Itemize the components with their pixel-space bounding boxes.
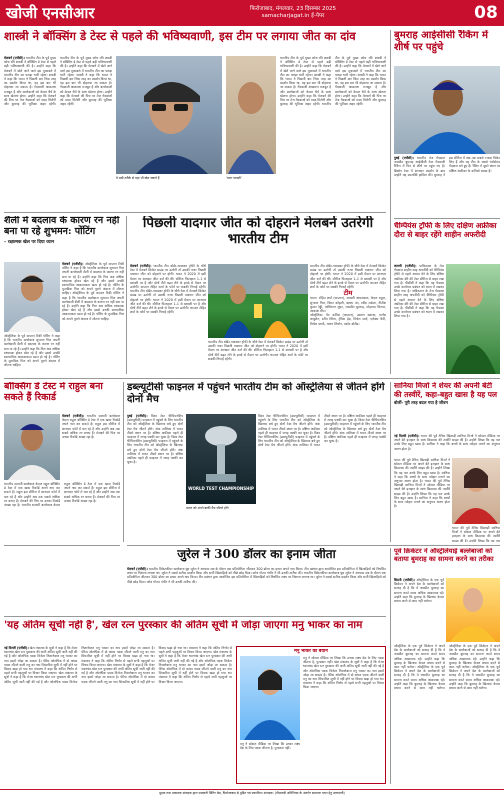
ponting-body-a [62,262,124,374]
bottom-text-d: खेल मंत्रालय के सूत्रों ने कहा है कि मेजर ध्यानचंद खेल रत्न पुरस्कार की अभी अंतिम सूची जारी नहीं की गई है और ओलंपिक पदक विजेता निशानेबाज मनु भाकर का नाम इसमें जोड़ा जा सकता है। पेरिस ओलंपिक में दो कांस्य पदक जीतने वाली मनु का नाम सिफारिश सूची में नहीं होने पर विवाद खड़ा हो गया था। मंत्रालय ने कहा कि अंतिम निर्णय से पहले सभी पहलुओं पर विचार किया जाएगा। [158,650,232,684]
centre-body-b [208,340,308,374]
shastri-photo-art [116,56,222,174]
wtc-text-c: विश्व टेस्ट चैम्पियनशिप (डब्ल्यूटीसी) फाइनल में पहुंचने के लिए भारतीय टीम को ऑस्ट्रेलिया के खिलाफ बचे हुए दोनों टेस्ट मैच जीतने होंगे। अंक तालिका में भारत तीसरे स्थान पर है। दक्षिण अफ्रीका पहले ही फाइनल में जगह पक्की कर चुका है। [258,414,386,448]
pakistan-headline: चैम्पियंस ट्रॉफी के लिए दक्षिण अफ्रीका दौरा से बाहर रहेंगे शाहीन अफरीदी [394,222,497,239]
cricketer-body-b [394,644,500,784]
bottom-text-c: खेल मंत्रालय के सूत्रों ने कहा है कि मेजर ध्यानचंद खेल रत्न पुरस्कार की अभी अंतिम सूची जारी नहीं की गई है और ओलंपिक पदक विजेता निशानेबाज मनु भाकर का नाम इसमें जोड़ा जा सकता है। पेरिस ओलंपिक में दो कांस्य पदक जीतने वाली मनु का नाम सिफारिश सूची में नहीं होने पर विवाद खड़ा हो गया था। मंत्रालय ने कहा कि अंतिम निर्णय से पहले सभी पहलुओं पर विचार किया जाएगा। [81,646,232,684]
rahul-text-b: भारतीय सलामी बल्लेबाज केएल राहुल बॉक्सिंग डे टेस्ट में एक खास रिकॉर्ड अपने नाम कर सकते हैं। राहुल इस सीरीज में शानदार फॉर्म में चल रहे हैं और उन्होंने अब तक सबसे अधिक रन बनाए हैं। मेलबर्न की पिच पर उनका रिकॉर्ड अच्छा रहा है। [4,482,60,508]
pakistan-text: पाकिस्तान के तेज गेंदबाज शाहीन शाह अफरीदी को चैम्पियंस ट्रॉफी से पहले आराम देने के लिए दक्षिण अफ्रीका दौरे की टेस्ट सीरीज से बाहर रखा गया है। पीसीबी ने कहा कि यह फैसला उनके कार्यभार प्रबंधन को ध्यान में रखकर लिया गया है। [394,264,444,294]
wtc-photo-caption: भारत को अपने बाकी मैच जीतने होंगे [186,506,229,510]
wtc-headline: डब्ल्यूटीसी फाइनल में पहुंचने भारतीय टीम को ऑस्ट्रेलिया से जीतने होंगे दोनों मैच [127,382,385,405]
shastri-photo-2 [226,56,276,174]
column-rule-3 [123,382,124,542]
manu-box-text-a: मनु ने सोशल मीडिया पर लिखा कि उनका लक्ष्य देश के लिए पदक जीतना है, पुरस्कार नहीं। [303,656,384,665]
manu-box-text-c: मनु ने सोशल मीडिया पर लिखा कि उनका लक्ष्य देश के लिए पदक जीतना है, पुरस्कार नहीं। [240,742,300,751]
pakistan-body [394,264,444,374]
ponting-headline-box [4,216,124,260]
rahul-photo-art [4,414,60,480]
wtc-body-a [127,414,183,542]
lead-body-right [280,56,386,210]
rahul-text: भारतीय सलामी बल्लेबाज केएल राहुल बॉक्सिंग डे टेस्ट में एक खास रिकॉर्ड अपने नाम कर सकते हैं। राहुल इस सीरीज में शानदार फॉर्म में चल रहे हैं और उन्होंने अब तक सबसे अधिक रन बनाए हैं। मेलबर्न की पिच पर उनका रिकॉर्ड अच्छा रहा है। [62,414,120,440]
footer-imprint: मुद्रक तथा प्रकाशक संपादक द्वारा पद्मावती प्रिंटिंग प्रेस, फिरोजाबाद से मुद्रित एवं प्रकाशित। संपादक: (पीआरबी अधिनियम के अंतर्गत समाचार चयन हेतु उत्तरदायी) [0,789,504,800]
masthead-dateline [118,6,468,20]
right-rule [394,218,500,219]
rahul-photo [4,414,60,480]
section-rule-3 [127,545,500,546]
jurel-headline: जुरेल ने 300 डॉलर का इनाम जीता [177,548,336,561]
bumrah-photo [394,66,500,154]
team-heading: टीम [343,289,353,298]
section-rule-2 [4,378,500,379]
team-india: भारत: रोहित शर्मा (कप्तान), यशस्वी जायसवाल, केएल राहुल, शुभमन गिल, विराट कोहली, ऋषभ पंत, रवींद्र जडेजा, नीतीश कुमार रेड्डी, वाशिंगटन सुंदर, जसप्रीत बुमराह, मोहम्मद सिराज, आकाश दीप। [310,296,386,314]
captains-photo [208,264,308,338]
shaheen-photo-art [446,264,500,374]
rahul-headline: बॉक्सिंग डे टेस्ट में राहुल बना सकते हैं रिकार्ड [4,382,103,403]
ponting-body-b [4,334,60,374]
bottom-body [4,646,232,784]
section-rule [4,212,386,213]
jurel-text: भारतीय विकेटकीपर बल्लेबाज ध्रुव जुरेल ने अभ्यास सत्र के दौरान एक प्रतियोगिता जीतकर 300 डॉलर का इनाम अपने नाम किया। टीम प्रबंधन द्वारा आयोजित इस प्रतियोगिता में खिलाड़ियों को निर्धारित लक्ष्य पर निशाना लगाना था। जुरेल ने सबसे सटीक प्रदर्शन किया और सभी खिलाड़ियों को पीछे छोड़ दिया। कोच गौतम गंभीर ने भी उनकी तारीफ की। [127,567,386,576]
bottom-headline-box [4,620,386,644]
rahul-byline: मेलबर्न (एजेंसी)। [62,414,85,418]
bumrah-photo-art [394,66,500,154]
shaheen-photo [446,264,500,374]
bumrah-headline-box [394,30,500,64]
rahul-text-c: भारतीय सलामी बल्लेबाज केएल राहुल बॉक्सिंग डे टेस्ट में एक खास रिकॉर्ड अपने नाम कर सकते हैं। राहुल इस सीरीज में शानदार फॉर्म में चल रहे हैं और उन्होंने अब तक सबसे अधिक रन बनाए हैं। मेलबर्न की पिच पर उनका रिकॉर्ड अच्छा रहा है। [21,482,120,508]
lead-headline: शास्त्री ने बॉक्सिंग डे टेस्ट से पहले की भविष्यवाणी, इस टीम पर लगाया जीत का दांव [4,30,356,43]
team-australia: ऑस्ट्रेलिया: पैट कमिंस (कप्तान), उस्मान ख्वाजा, मार्नस लाबुशेन, स्टीव स्मिथ, ट्रेविस हेड, मिचेल मार्श, एलेक्स कैरी, मिचेल स्टार्क, नाथन लियोन, स्कॉट बोलैंड। [310,313,386,326]
lead-byline: मेलबर्न (एजेंसी)। [4,56,25,60]
cricketer-text-b: ऑस्ट्रेलिया के एक पूर्व क्रिकेटर ने अपने देश के बल्लेबाजों को सलाह दी है कि वे जसप्रीत बुमराह का सामना करते समय अधिक आक्रामक रहें। उन्होंने कहा कि बुमराह के खिलाफ केवल बचाव करने से काम नहीं चलेगा। [394,644,445,670]
gill-photo [4,262,60,332]
shastri-photo-2-art [226,56,276,174]
lead-photo-caption-left: वे उसी तरीके से यहां भी खेल सकते हैं [116,176,160,180]
cricketer-text-d: ऑस्ट्रेलिया के एक पूर्व क्रिकेटर ने अपने देश के बल्लेबाजों को सलाह दी है कि वे जसप्रीत बुमराह का सामना करते समय अधिक आक्रामक रहें। उन्होंने कहा कि बुमराह के खिलाफ केवल बचाव करने से काम नहीं चलेगा। [449,644,500,670]
lead-headline-box [4,30,386,52]
column-rule-5 [390,548,391,784]
sania-body-a [394,434,500,456]
masthead [0,0,504,26]
jurel-text-cont: भारतीय विकेटकीपर बल्लेबाज ध्रुव जुरेल ने अभ्यास सत्र के दौरान एक प्रतियोगिता जीतकर 300 डॉलर का इनाम अपने नाम किया। टीम प्रबंधन द्वारा आयोजित इस प्रतियोगिता में खिलाड़ियों को निर्धारित लक्ष्य पर निशाना लगाना था। जुरेल ने सबसे सटीक प्रदर्शन किया और सभी खिलाड़ियों को पीछे छोड़ दिया। कोच गौतम गंभीर ने भी उनकी तारीफ की। [127,571,386,584]
centre-text-b: भारतीय टीम बॉर्डर-गावस्कर ट्रॉफी के चौथे टेस्ट में मेलबर्न क्रिकेट ग्राउंड पर उतरेगी तो उसकी नजर पिछली यादगार जीत को दोहराने पर होगी। भारत ने 2020 में इसी मैदान पर शानदार जीत दर्ज की थी। सीरीज फिलहाल 1-1 से बराबरी पर है और दोनों टीमें बढ़त लेने के इरादे से मैदान पर उतरेंगी। कप्तान रोहित शर्मा के फॉर्म पर सबकी निगाहें रहेंगी। [208,340,308,361]
ponting-text: ऑस्ट्रेलिया के पूर्व कप्तान रिकी पोंटिंग ने कहा है कि भारतीय बल्लेबाज शुभमन गिल अपनी बल्लेबाजी शैली में बदलाव के कारण रन नहीं बना पा रहे हैं। उन्होंने कहा कि गिल अब अधिक रक्षात्मक होकर खेल रहे हैं और इससे उनकी स्वाभाविक आक्रामकता खत्म हो गई है। पोंटिंग के मुताबिक गिल को अपने पुराने अंदाज में लौटना चाहिए। [62,262,124,296]
wtc-text-cont: विश्व टेस्ट चैम्पियनशिप (डब्ल्यूटीसी) फाइनल में पहुंचने के लिए भारतीय टीम को ऑस्ट्रेलिया के खिलाफ बचे हुए दोनों टेस्ट मैच जीतने होंगे। अंक तालिका में भारत तीसरे स्थान पर है। दक्षिण अफ्रीका पहले ही फाइनल में जगह पक्की कर चुका है। [127,435,183,465]
centre-text-c: भारतीय टीम बॉर्डर-गावस्कर ट्रॉफी के चौथे टेस्ट में मेलबर्न क्रिकेट ग्राउंड पर उतरेगी तो उसकी नजर पिछली यादगार जीत को दोहराने पर होगी। भारत ने 2020 में इसी मैदान पर शानदार जीत दर्ज की थी। सीरीज फिलहाल 1-1 से बराबरी पर है और दोनों टीमें बढ़त लेने के इरादे से मैदान पर उतरेंगी। कप्तान रोहित शर्मा के फॉर्म पर सबकी निगाहें रहेंगी। [310,264,386,290]
sania-headline-box [394,382,500,432]
cricketer-photo [446,578,500,642]
rahul-headline-box [4,382,120,412]
manu-box-text [303,656,384,782]
lead-text: भारतीय टीम के पूर्व मुख्य कोच रवि शास्त्री ने बॉक्सिंग डे टेस्ट से पहले बड़ी भविष्यवाणी की है। उन्होंने कहा कि मेलबर्न में खेले जाने वाले इस मुकाबले में भारतीय टीम का पलड़ा भारी रहेगा। शास्त्री ने कहा कि भारत ने पिछली बार जिस तरह का प्रदर्शन किया था, वह इस बार भी दोहराया जा सकता है। गेंदबाजी आक्रमण मजबूत है और बल्लेबाजों को केवल धैर्य के साथ खेलना होगा। उन्होंने कहा कि मेलबर्न की पिच पर तेज गेंदबाजों को मदद मिलेगी और बुमराह की भूमिका अहम रहेगी। [4,56,56,107]
jurel-byline: मेलबर्न (एजेंसी)। [127,567,148,571]
pakistan-byline: कराची (एजेंसी)। [394,264,417,268]
centre-body-a [130,264,206,374]
centre-byline: मेलबर्न (एजेंसी)। [130,264,152,268]
captains-photo-art [208,264,308,338]
bumrah-body [394,156,500,216]
column-rule [390,30,391,374]
gill-photo-art [4,262,60,332]
pakistan-text-cont: पाकिस्तान के तेज गेंदबाज शाहीन शाह अफरीदी को चैम्पियंस ट्रॉफी से पहले आराम देने के लिए दक्षिण अफ्रीका दौरे की टेस्ट सीरीज से बाहर रखा गया है। पीसीबी ने कहा कि यह फैसला उनके कार्यभार प्रबंधन को ध्यान में रखकर लिया गया है। [394,289,444,319]
lead-text-right: भारतीय टीम के पूर्व मुख्य कोच रवि शास्त्री ने बॉक्सिंग डे टेस्ट से पहले बड़ी भविष्यवाणी की है। उन्होंने कहा कि मेलबर्न में खेले जाने वाले इस मुकाबले में भारतीय टीम का पलड़ा भारी रहेगा। शास्त्री ने कहा कि भारत ने पिछली बार जिस तरह का प्रदर्शन किया था, वह इस बार भी दोहराया जा सकता है। गेंदबाजी आक्रमण मजबूत है और बल्लेबाजों को केवल धैर्य के साथ खेलना होगा। उन्होंने कहा कि मेलबर्न की पिच पर तेज गेंदबाजों को मदद मिलेगी और बुमराह की भूमिका अहम रहेगी। [280,56,331,107]
sania-headline: सानिया मिर्जा ने शेयर कीं अपनी बेटी की तस्वीरें, कहा-बहुत खास है यह पल [394,382,497,399]
sania-body-c [452,526,500,542]
sania-photo [452,458,500,524]
jurel-body [127,567,386,613]
page-number: 08 [474,3,498,23]
wtc-headline-box [127,382,386,412]
bottom-text: खेल मंत्रालय के सूत्रों ने कहा है कि मेजर ध्यानचंद खेल रत्न पुरस्कार की अभी अंतिम सूची जारी नहीं की गई है और ओलंपिक पदक विजेता निशानेबाज मनु भाकर का नाम इसमें जोड़ा जा सकता है। पेरिस ओलंपिक में दो कांस्य पदक जीतने वाली मनु का नाम सिफारिश सूची में नहीं होने पर विवाद खड़ा हो गया था। मंत्रालय ने कहा कि अंतिम निर्णय से पहले सभी पहलुओं पर विचार किया जाएगा। [4,646,78,676]
edition-text: samacharjagat.in ई-पेपर [261,13,325,19]
manu-box [236,646,386,784]
sania-text-d: भारत की पूर्व टेनिस खिलाड़ी सानिया मिर्जा ने सोशल मीडिया पर अपने बेटे इजहान के साथ क्रिसमस की तस्वीरें साझा की हैं। उन्होंने लिखा कि यह पल [452,526,500,542]
sania-body-b [394,458,450,542]
sania-text: भारत की पूर्व टेनिस खिलाड़ी सानिया मिर्जा ने सोशल मीडिया पर अपने बेटे इजहान के साथ क्रिसमस की तस्वीरें साझा की हैं। उन्होंने लिखा कि यह पल उनके लिए बहुत खास है। सानिया ने कहा कि बच्चों के साथ त्योहार मनाने का अनुभव अलग होता है। [394,434,500,451]
sania-text-b: भारत की पूर्व टेनिस खिलाड़ी सानिया मिर्जा ने सोशल मीडिया पर अपने बेटे इजहान के साथ क्रिसमस की तस्वीरें साझा की हैं। उन्होंने लिखा कि यह पल उनके लिए बहुत खास है। सानिया ने कहा कि बच्चों के साथ त्योहार मनाने का अनुभव अलग होता है। [394,458,450,484]
centre-headline: पिछली यादगार जीत को दोहराने मेलबर्न उतरेगी भारतीय टीम [142,216,374,247]
cricketer-headline-box [394,548,500,576]
bottom-text-b: खेल मंत्रालय के सूत्रों ने कहा है कि मेजर ध्यानचंद खेल रत्न पुरस्कार की अभी अंतिम सूची जारी नहीं की गई है और ओलंपिक पदक विजेता निशानेबाज मनु भाकर का नाम इसमें जोड़ा जा सकता है। पेरिस ओलंपिक में दो कांस्य पदक जीतने वाली मनु का नाम सिफारिश सूची में नहीं होने पर विवाद खड़ा हो गया था। मंत्रालय ने कहा कि अंतिम निर्णय से पहले सभी पहलुओं पर विचार किया जाएगा। [4,646,155,684]
lead-text-cont: भारतीय टीम के पूर्व मुख्य कोच रवि शास्त्री ने बॉक्सिंग डे टेस्ट से पहले बड़ी भविष्यवाणी की है। उन्होंने कहा कि मेलबर्न में खेले जाने वाले इस मुकाबले में भारतीय टीम का पलड़ा भारी रहेगा। शास्त्री ने कहा कि भारत ने पिछली बार जिस तरह का प्रदर्शन किया था, वह इस बार भी दोहराया जा सकता है। गेंदबाजी आक्रमण मजबूत है और बल्लेबाजों को केवल धैर्य के साथ खेलना होगा। उन्होंने कहा कि मेलबर्न की पिच पर तेज गेंदबाजों को मदद मिलेगी और बुमराह की भूमिका अहम रहेगी। [60,56,112,107]
ponting-text-b: ऑस्ट्रेलिया के पूर्व कप्तान रिकी पोंटिंग ने कहा है कि भारतीय बल्लेबाज शुभमन गिल अपनी बल्लेबाजी शैली में बदलाव के कारण रन नहीं बना पा रहे हैं। उन्होंने कहा कि गिल अब अधिक रक्षात्मक होकर खेल रहे हैं और इससे उनकी स्वाभाविक आक्रामकता खत्म हो गई है। पोंटिंग के मुताबिक गिल को अपने पुराने अंदाज में लौटना चाहिए। [4,334,60,368]
newspaper-title: खोजी एनसीआर [6,4,95,22]
sania-byline: नई दिल्ली (एजेंसी)। [394,434,420,438]
centre-text-cont: भारतीय टीम बॉर्डर-गावस्कर ट्रॉफी के चौथे टेस्ट में मेलबर्न क्रिकेट ग्राउंड पर उतरेगी तो उसकी नजर पिछली यादगार जीत को दोहराने पर होगी। भारत ने 2020 में इसी मैदान पर शानदार जीत दर्ज की थी। सीरीज फिलहाल 1-1 से बराबरी पर है और दोनों टीमें बढ़त लेने के इरादे से मैदान पर उतरेंगी। कप्तान रोहित शर्मा के फॉर्म पर सबकी निगाहें रहेंगी। [130,289,206,315]
column-rule-2 [126,216,127,374]
lead-photo-caption-right: 'धारा नाराज़ी' [226,176,242,180]
wtc-trophy-photo [186,414,256,504]
wtc-text: विश्व टेस्ट चैम्पियनशिप (डब्ल्यूटीसी) फाइनल में पहुंचने के लिए भारतीय टीम को ऑस्ट्रेलिया के खिलाफ बचे हुए दोनों टेस्ट मैच जीतने होंगे। अंक तालिका में भारत तीसरे स्थान पर है। दक्षिण अफ्रीका पहले ही फाइनल में जगह पक्की कर चुका है। [127,414,183,440]
lead-body [4,56,112,210]
manu-box-text-b: खेल मंत्रालय के सूत्रों ने कहा है कि मेजर ध्यानचंद खेल रत्न पुरस्कार की अभी अंतिम सूची जारी नहीं की गई है और ओलंपिक पदक विजेता निशानेबाज मनु भाकर का नाम इसमें जोड़ा जा सकता है। पेरिस ओलंपिक में दो कांस्य पदक जीतने वाली मनु का नाम सिफारिश सूची में नहीं होने पर विवाद खड़ा हो गया था। मंत्रालय ने कहा कि अंतिम निर्णय से पहले सभी पहलुओं पर विचार किया जाएगा। [303,660,384,690]
rahul-body-a [62,414,120,480]
cricketer-photo-art [446,578,500,642]
cricketer-body-a [394,578,444,640]
manu-box-text-lower [240,742,300,782]
wtc-photo-label: WORLD TEST CHAMPIONSHIP [188,486,254,491]
rahul-body-b [4,482,120,542]
wtc-byline: दुबई (एजेंसी)। [127,414,148,418]
manu-box-heading: मनु भाकर का बयान [294,649,328,654]
cricketer-headline: पूर्व क्रिकेटर ने ऑस्ट्रेलियाई बल्लेबाजों को बताया बुमराह का सामना करने का तरीका [394,548,494,563]
wtc-text-b: विश्व टेस्ट चैम्पियनशिप (डब्ल्यूटीसी) फाइनल में पहुंचने के लिए भारतीय टीम को ऑस्ट्रेलिया के खिलाफ बचे हुए दोनों टेस्ट मैच जीतने होंगे। अंक तालिका में भारत तीसरे स्थान पर है। दक्षिण अफ्रीका पहले ही फाइनल में जगह पक्की कर चुका है। [258,414,320,435]
ponting-text-cont: ऑस्ट्रेलिया के पूर्व कप्तान रिकी पोंटिंग ने कहा है कि भारतीय बल्लेबाज शुभमन गिल अपनी बल्लेबाजी शैली में बदलाव के कारण रन नहीं बना पा रहे हैं। उन्होंने कहा कि गिल अब अधिक रक्षात्मक होकर खेल रहे हैं और इससे उनकी स्वाभाविक आक्रामकता खत्म हो गई है। पोंटिंग के मुताबिक गिल को अपने पुराने अंदाज में लौटना चाहिए। [62,291,124,321]
cricketer-text-c: ऑस्ट्रेलिया के एक पूर्व क्रिकेटर ने अपने देश के बल्लेबाजों को सलाह दी है कि वे जसप्रीत बुमराह का सामना करते समय अधिक आक्रामक रहें। उन्होंने कहा कि बुमराह के खिलाफ केवल बचाव करने से काम नहीं चलेगा। [394,665,445,691]
centre-text: भारतीय टीम बॉर्डर-गावस्कर ट्रॉफी के चौथे टेस्ट में मेलबर्न क्रिकेट ग्राउंड पर उतरेगी तो उसकी नजर पिछली यादगार जीत को दोहराने पर होगी। भारत ने 2020 में इसी मैदान पर शानदार जीत दर्ज की थी। सीरीज फिलहाल 1-1 से बराबरी पर है और दोनों टीमें बढ़त लेने के इरादे से मैदान पर उतरेंगी। कप्तान रोहित शर्मा के फॉर्म पर सबकी निगाहें रहेंगी। [130,264,206,290]
bumrah-text: भारतीय तेज गेंदबाज जसप्रीत बुमराह आईसीसी टेस्ट गेंदबाजी रैंकिंग में फिर से शीर्ष पर पहुंच गए हैं। ब्रिस्बेन टेस्ट में शानदार प्रदर्शन के बाद उन्होंने यह उपलब्धि हासिल की। बुमराह ने इस सीरीज में अब तक सबसे ज्यादा विकेट लिए हैं और वह टीम के सबसे भरोसेमंद गेंदबाज बने हुए हैं। रैंकिंग में दूसरे स्थान पर दक्षिण अफ्रीका के कगिसो रबाडा हैं। [394,156,500,177]
ponting-sub: – रक्षात्मक खेल पर दिया ध्यान [4,239,55,245]
wtc-body-b [258,414,386,542]
centre-team-box [310,264,386,374]
pakistan-headline-box [394,222,500,262]
manu-photo-art [240,656,300,740]
sania-sub: बोलीं- पूरी तरह बदल गया है जीवन [394,400,448,406]
cricketer-text: ऑस्ट्रेलिया के एक पूर्व क्रिकेटर ने अपने देश के बल्लेबाजों को सलाह दी है कि वे जसप्रीत बुमराह का सामना करते समय अधिक आक्रामक रहें। उन्होंने कहा कि बुमराह के खिलाफ केवल बचाव करने से काम नहीं चलेगा। [394,578,444,604]
cricketer-byline: सिडनी (एजेंसी)। [394,578,415,582]
column-rule-4 [390,382,391,542]
shastri-photo [116,56,222,174]
centre-headline-box [130,216,386,262]
bottom-byline: नई दिल्ली (एजेंसी)। [4,646,29,650]
bumrah-byline: दुबई (एजेंसी)। [394,156,414,160]
ponting-byline: मेलबर्न (एजेंसी)। [62,262,84,266]
ponting-headline: शैली में बदलाव के कारण रन नहीं बना पा रहे शुभमन: पोंटिंग [4,216,120,237]
manu-photo [240,656,300,740]
dateline-text: फिरोजाबाद, मंगलवार, 23 दिसम्बर 2025 [250,6,336,12]
cricketer-text-e: ऑस्ट्रेलिया के एक पूर्व क्रिकेटर ने अपने देश के बल्लेबाजों को सलाह दी है कि वे जसप्रीत बुमराह का सामना करते समय अधिक आक्रामक रहें। उन्होंने कहा कि बुमराह के खिलाफ केवल बचाव करने से काम नहीं चलेगा। [449,665,500,691]
sania-photo-art [452,458,500,524]
wtc-text-d: विश्व टेस्ट चैम्पियनशिप (डब्ल्यूटीसी) फाइनल में पहुंचने के लिए भारतीय टीम को ऑस्ट्रेलिया के खिलाफ बचे हुए दोनों टेस्ट मैच जीतने होंगे। अंक तालिका में भारत तीसरे स्थान पर है। दक्षिण अफ्रीका पहले ही फाइनल में जगह पक्की कर चुका है। [324,418,386,444]
jurel-headline-box [127,548,386,564]
section-rule-4 [4,616,386,617]
bumrah-headline: बुमराह आईसीसी रैंकिंग में शीर्ष पर पहुंचे [394,30,488,53]
lead-text-right-cont: भारतीय टीम के पूर्व मुख्य कोच रवि शास्त्री ने बॉक्सिंग डे टेस्ट से पहले बड़ी भविष्यवाणी की है। उन्होंने कहा कि मेलबर्न में खेले जाने वाले इस मुकाबले में भारतीय टीम का पलड़ा भारी रहेगा। शास्त्री ने कहा कि भारत ने पिछली बार जिस तरह का प्रदर्शन किया था, वह इस बार भी दोहराया जा सकता है। गेंदबाजी आक्रमण मजबूत है और बल्लेबाजों को केवल धैर्य के साथ खेलना होगा। उन्होंने कहा कि मेलबर्न की पिच पर तेज गेंदबाजों को मदद मिलेगी और बुमराह की भूमिका अहम रहेगी। [321,56,386,107]
sania-text-c: भारत की पूर्व टेनिस खिलाड़ी सानिया मिर्जा ने सोशल मीडिया पर अपने बेटे इजहान के साथ क्रिसमस की तस्वीरें साझा की हैं। उन्होंने लिखा कि यह पल उनके लिए बहुत खास है। सानिया ने कहा कि बच्चों के साथ त्योहार मनाने का अनुभव अलग होता है। [394,479,450,509]
section-rule-3b [4,545,120,546]
bottom-headline: 'यह अंतिम सूची नहीं है', खेल रत्न पुरस्कार की अंतिम सूची में जोड़ा जाएगा मनु भाकर का नाम [4,620,363,631]
